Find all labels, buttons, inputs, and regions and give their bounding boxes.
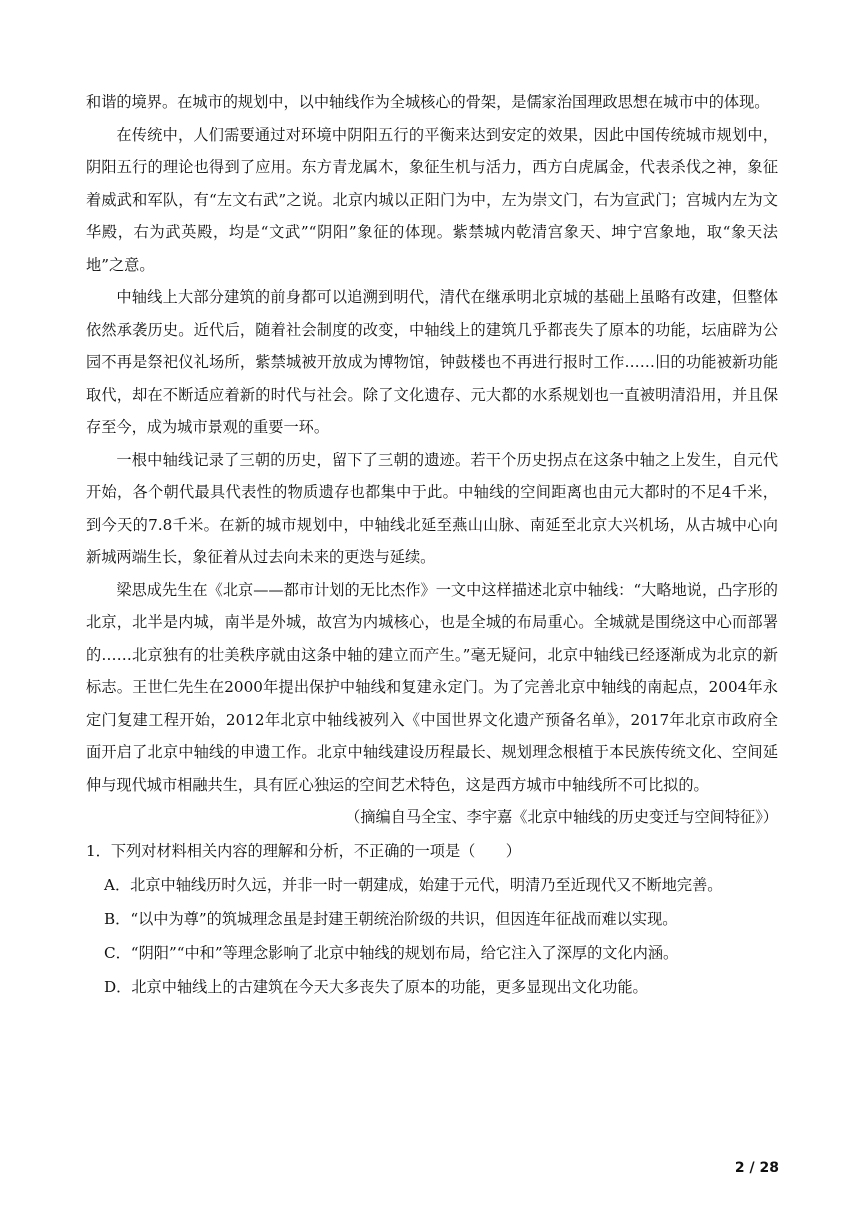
source-citation: （摘编自马全宝、李宇嘉《北京中轴线的历史变迁与空间特征》） <box>345 808 778 826</box>
paragraph-3: 中轴线上大部分建筑的前身都可以追溯到明代，清代在继承明北京城的基础上虽略有改建，但整体依然承袭历史。近代后，随着社会制度的改变，中轴线上的建筑几乎都丧失了原本的功能，坛庙辟为公园不再是祭祀仪礼场所，紫禁城被开放成为博物馆，钟鼓楼也不再进行报时工作……旧的功能被新功能取代，却在不断适应着新的时代与社会。除了文化遗存、元大都的水系规划也一直被明清沿用，并且保存至今，成为城市景观的重要一环。 <box>86 288 778 436</box>
paragraph-1: 和谐的境界。在城市的规划中，以中轴线作为全城核心的骨架，是儒家治国理政思想在城市中的体现。 <box>86 93 770 111</box>
paragraph-5: 梁思成先生在《北京——都市计划的无比杰作》一文中这样描述北京中轴线：“大略地说，凸字形的北京，北半是内城，南半是外城，故宫为内城核心，也是全城的布局重心。全城就是围绕这中心而部署的……北京独有的壮美秩序就由这条中轴的建立而产生。”毫无疑问，北京中轴线已经逐渐成为北京的新标志。王世仁先生在2000年提出保护中轴线和复建永定门。为了完善北京中轴线的南起点，2004年永定门复建工程开始，2012年北京中轴线被列入《中国世界文化遗产预备名单》，2017年北京市政府全面开启了北京中轴线的申遗工作。北京中轴线建设历程最长、规划理念根植于本民族传统文化、空间延伸与现代城市相融共生，具有匠心独运的空间艺术特色，这是西方城市中轴线所不可比拟的。 <box>86 580 778 794</box>
article-body <box>86 86 778 1004</box>
option-a: A．北京中轴线历时久远，并非一时一朝建成，始建于元代，明清乃至近现代又不断地完善。 <box>104 875 723 894</box>
question-block <box>86 834 778 1004</box>
question-stem: 1．下列对材料相关内容的理解和分析，不正确的一项是（ ） <box>86 841 521 860</box>
paragraph-4: 一根中轴线记录了三朝的历史，留下了三朝的遗迹。若干个历史拐点在这条中轴之上发生，自元代开始，各个朝代最具代表性的物质遗存也都集中于此。中轴线的空间距离也由元大都时的不足4千米，到今天的7.8千米。在新的城市规划中，中轴线北延至燕山山脉、南延至北京大兴机场，从古城中心向新城两端生长，象征着从过去向未来的更迭与延续。 <box>86 450 778 566</box>
option-b: B．“以中为尊”的筑城理念虽是封建王朝统治阶级的共识，但因连年征战而难以实现。 <box>104 909 678 928</box>
option-c: C．“阴阳”“中和”等理念影响了北京中轴线的规划布局，给它注入了深厚的文化内涵。 <box>104 943 679 962</box>
page-number: 2 / 28 <box>734 1160 779 1176</box>
option-d: D．北京中轴线上的古建筑在今天大多丧失了原本的功能，更多显现出文化功能。 <box>104 977 648 996</box>
paragraph-2: 在传统中，人们需要通过对环境中阴阳五行的平衡来达到安定的效果，因此中国传统城市规划中，阴阳五行的理论也得到了应用。东方青龙属木，象征生机与活力，西方白虎属金，代表杀伐之神，象征着威武和军队，有“左文右武”之说。北京内城以正阳门为中，左为崇文门，右为宣武门；宫城内左为文华殿，右为武英殿，均是“文武”“阴阳”象征的体现。紫禁城内乾清宫象天、坤宁宫象地，取“象天法地”之意。 <box>86 125 778 274</box>
